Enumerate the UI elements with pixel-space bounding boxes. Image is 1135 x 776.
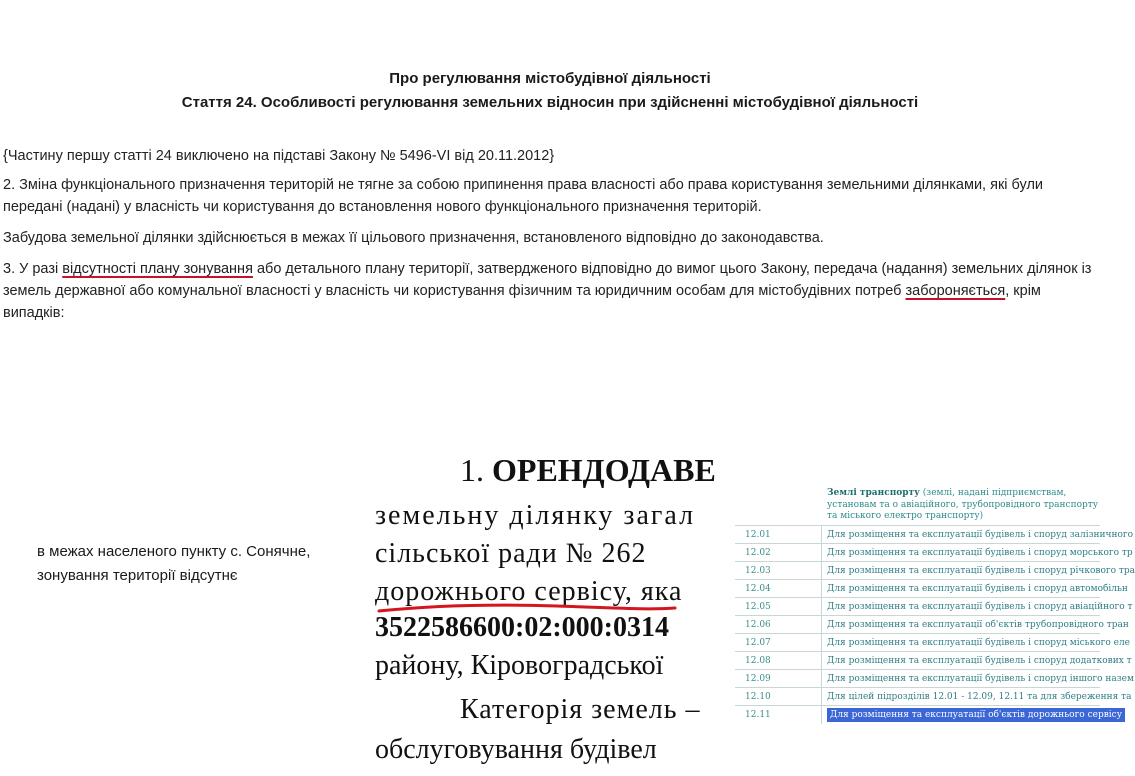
classification-code: 12.06 [745,620,771,630]
classification-row [735,579,1128,598]
classification-row [735,669,1135,688]
classification-row [735,615,1129,634]
classification-description: Для цілей підрозділів 12.01 - 12.09, 12.11 та для збереження та [827,692,1132,702]
scan-heading-num: 1. [460,452,492,488]
scan-line-3: дорожнього сервісу, яка [375,576,683,607]
classification-description: Для розміщення та експлуатації будівель і споруд автомобільн [827,584,1128,594]
classification-description: Для розміщення та експлуатації будівель і споруд залізничного [827,530,1134,540]
scan-heading [460,452,716,489]
classification-description: Для розміщення та експлуатації будівель і споруд додаткових т [827,656,1132,666]
article-title: Стаття 24. Особливості регулювання земельних відносин при здійсненні містобудівної діяльності [181,94,919,111]
classification-header [827,488,1100,523]
classification-description: Для розміщення та експлуатації будівель і споруд морського тр [827,548,1133,558]
classification-row [735,651,1132,670]
classification-separator [821,580,822,598]
classification-code: 12.10 [745,692,771,702]
classification-code: 12.03 [745,566,771,576]
classification-header-bold: Землі транспорту [827,488,920,498]
classification-description: Для розміщення та експлуатації будівель і споруд іншого назем [827,674,1135,684]
classification-description: Для розміщення та експлуатації об'єктів дорожнього сервісу [827,708,1125,722]
land-classification-table [735,480,1135,730]
scan-line-7: обслуговування будівел [375,734,657,765]
paragraph-2: 2. Зміна функціонального призначення територій не тягне за собою припинення права власності або права користування земельними ділянками, які були передані (надані) у власність чи користування до встановлення нового функціонального призначення територій. [3,177,1044,215]
classification-row [735,597,1133,616]
classification-separator [821,652,822,670]
p3-text-b: або детального плану території, затвердженого відповідно до вимог цього Закону, передача (надання) земельних ділянок із земель державної або комунальної власності у власність чи користування фізичним та юридичним особам для містобудівних потреб [3,261,1092,299]
classification-row [735,561,1135,580]
scan-line-5: району, Кіровоградської [375,650,664,681]
lease-scan-excerpt [375,452,735,772]
highlight-prohibited: забороняється [905,283,1006,299]
classification-code: 12.08 [745,656,771,666]
highlight-no-zoning-plan: відсутності плану зонування [62,261,253,277]
classification-row [735,705,1122,724]
classification-code: 12.11 [745,710,771,720]
p3-text-c: , крім випадків: [3,283,1041,321]
paragraph-building: Забудова земельної ділянки здійснюється в межах її цільового призначення, встановленого відповідно до законодавства. [3,230,824,246]
classification-separator [821,670,822,688]
note-line-1: в межах населеного пункту с. Сонячне, [37,543,311,560]
classification-code: 12.09 [745,674,771,684]
scan-heading-bold: ОРЕНДОДАВЕ [492,452,716,488]
classification-row [735,543,1133,562]
classification-description: Для розміщення та експлуатації об'єктів трубопровідного тран [827,620,1129,630]
classification-header-rest: (землі, надані підприємствам, установам та о авіаційного, трубопровідного транспорту та міського електро транспорту) [827,488,1099,521]
paragraph-excluded: {Частину першу статті 24 виключено на підставі Закону № 5496-VI від 20.11.2012} [3,148,555,164]
classification-code: 12.04 [745,584,771,594]
classification-row [735,525,1134,544]
classification-separator [821,688,822,706]
location-note [37,540,310,588]
classification-row [735,687,1132,706]
law-title: Про регулювання містобудівної діяльності [389,70,711,87]
scan-line-6: Категорія земель – [460,694,701,725]
classification-row [735,633,1130,652]
classification-code: 12.02 [745,548,771,558]
classification-separator [821,562,822,580]
note-line-2: зонування території відсутнє [37,567,238,584]
classification-separator [821,634,822,652]
classification-code: 12.01 [745,530,771,540]
p3-text-a: 3. У разі [3,261,63,277]
red-underline-stroke [379,605,675,611]
classification-separator [821,706,822,724]
classification-description: Для розміщення та експлуатації будівель і споруд авіаційного т [827,602,1133,612]
scan-line-1: земельну ділянку загал [375,500,696,531]
paragraph-3 [3,258,1093,324]
scan-line-2: сільської ради № 262 [375,538,647,569]
classification-separator [821,616,822,634]
classification-separator [821,526,822,544]
classification-code: 12.05 [745,602,771,612]
classification-description: Для розміщення та експлуатації будівель і споруд річкового тра [827,566,1135,576]
scan-line-4-cadastral: 3522586600:02:000:0314 [375,612,669,643]
classification-code: 12.07 [745,638,771,648]
classification-separator [821,544,822,562]
classification-separator [821,598,822,616]
classification-description: Для розміщення та експлуатації будівель і споруд міського еле [827,638,1130,648]
